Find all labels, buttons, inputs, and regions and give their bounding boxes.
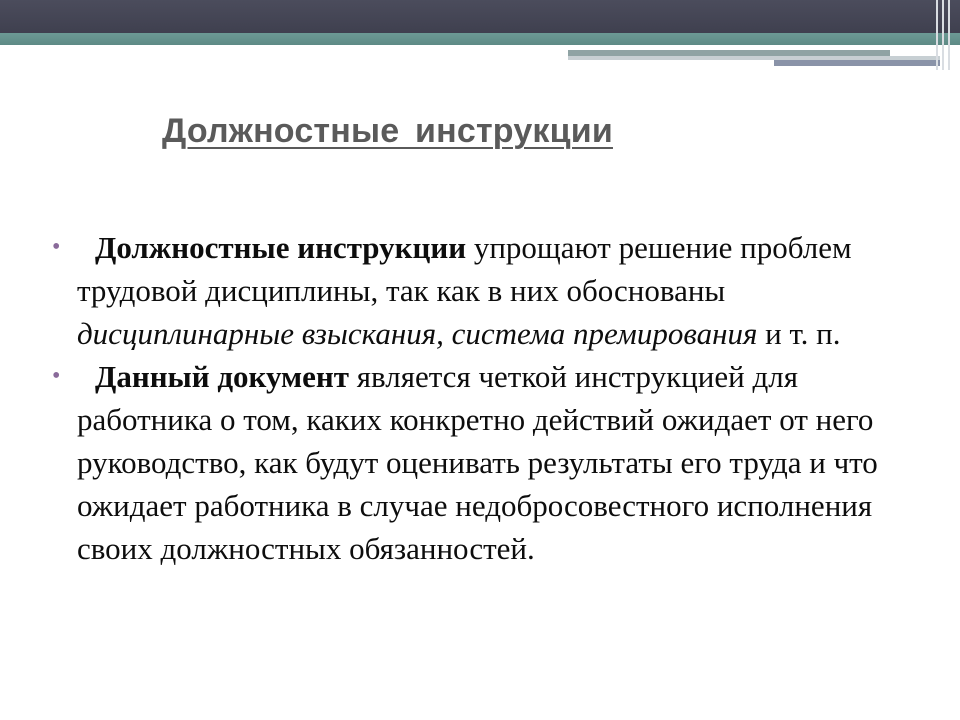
accent-band-short — [774, 60, 940, 66]
slide-body — [52, 226, 932, 570]
bullet-lead: Данный документ — [95, 359, 350, 394]
bullet-text: упрощают решение проблем трудовой дисциплины, так как в них обоснованы — [77, 230, 852, 308]
page-title: Должностные инструкции — [162, 112, 613, 150]
bullet-text-end: и т. п. — [757, 316, 841, 351]
bullet-text: является четкой инструкцией для работника о том, каких конкретно действий ожидает от него руководство, как будут оценивать результаты его труда и что ожидает работника в случае недобросовестного исполнения своих должностных обязанностей. — [77, 359, 878, 566]
bullet-item — [52, 226, 932, 355]
bullet-dot: • — [52, 234, 61, 260]
bullet-italic-text: дисциплинарные взыскания, система премирования — [77, 316, 758, 351]
bullet-lead: Должностные инструкции — [95, 230, 467, 265]
bullet-dot: • — [52, 363, 61, 389]
top-teal-stripe — [0, 33, 960, 45]
top-dark-bar — [0, 0, 960, 33]
corner-lines-decoration — [932, 0, 960, 72]
bullet-item — [52, 355, 932, 570]
